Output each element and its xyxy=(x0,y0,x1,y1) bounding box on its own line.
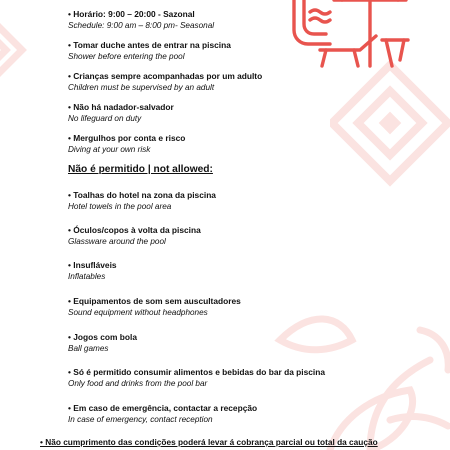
rule-en: Hotel towels in the pool area xyxy=(68,202,172,211)
rule-pt: • Tomar duche antes de entrar na piscina xyxy=(68,40,231,50)
rule-emergency xyxy=(68,403,408,425)
rule-lifeguard xyxy=(68,102,408,124)
rule-food-drinks xyxy=(68,367,408,389)
rule-en: In case of emergency, contact reception xyxy=(68,415,213,424)
rule-glassware xyxy=(68,225,408,247)
rule-pt: • Toalhas do hotel na zona da piscina xyxy=(68,190,216,200)
rule-en: Children must be supervised by an adult xyxy=(68,83,215,92)
rule-towels xyxy=(68,190,408,212)
rule-sound-equipment xyxy=(68,296,408,318)
rule-en: Inflatables xyxy=(68,272,106,281)
rule-pt: • Crianças sempre acompanhadas por um adulto xyxy=(68,71,263,81)
rule-en: No lifeguard on duty xyxy=(68,114,142,123)
rule-en: Only food and drinks from the pool bar xyxy=(68,379,208,388)
rule-children xyxy=(68,71,408,93)
rule-en: Diving at your own risk xyxy=(68,145,151,154)
rule-pt: • Não há nadador-salvador xyxy=(68,102,174,112)
rule-pt: • Horário: 9:00 – 20:00 - Sazonal xyxy=(68,9,195,19)
rule-ball-games xyxy=(68,332,408,354)
rule-en: Shower before entering the pool xyxy=(68,52,185,61)
rule-pt: • Insufláveis xyxy=(68,260,117,270)
rule-en: Schedule: 9:00 am – 8:00 pm- Seasonal xyxy=(68,21,215,30)
rule-shower xyxy=(68,40,408,62)
diamond-pattern-left xyxy=(0,0,62,110)
rule-pt: • Equipamentos de som sem auscultadores xyxy=(68,296,241,306)
rule-en: Ball games xyxy=(68,344,109,353)
rule-schedule xyxy=(68,9,408,31)
deposit-footer-note: • Não cumprimento das condições poderá levar á cobrança parcial ou total da caução xyxy=(40,437,378,447)
not-allowed-heading: Não é permitido | not allowed: xyxy=(68,164,213,175)
rule-pt: • Só é permitido consumir alimentos e bebidas do bar da piscina xyxy=(68,367,326,377)
rule-en: Glassware around the pool xyxy=(68,237,166,246)
rule-pt: • Mergulhos por conta e risco xyxy=(68,133,186,143)
rule-en: Sound equipment without headphones xyxy=(68,308,208,317)
rule-inflatables xyxy=(68,260,408,282)
rule-pt: • Jogos com bola xyxy=(68,332,138,342)
rule-pt: • Óculos/copos à volta da piscina xyxy=(68,225,201,235)
rule-pt: • Em caso de emergência, contactar a recepção xyxy=(68,403,258,413)
rule-diving xyxy=(68,133,408,155)
